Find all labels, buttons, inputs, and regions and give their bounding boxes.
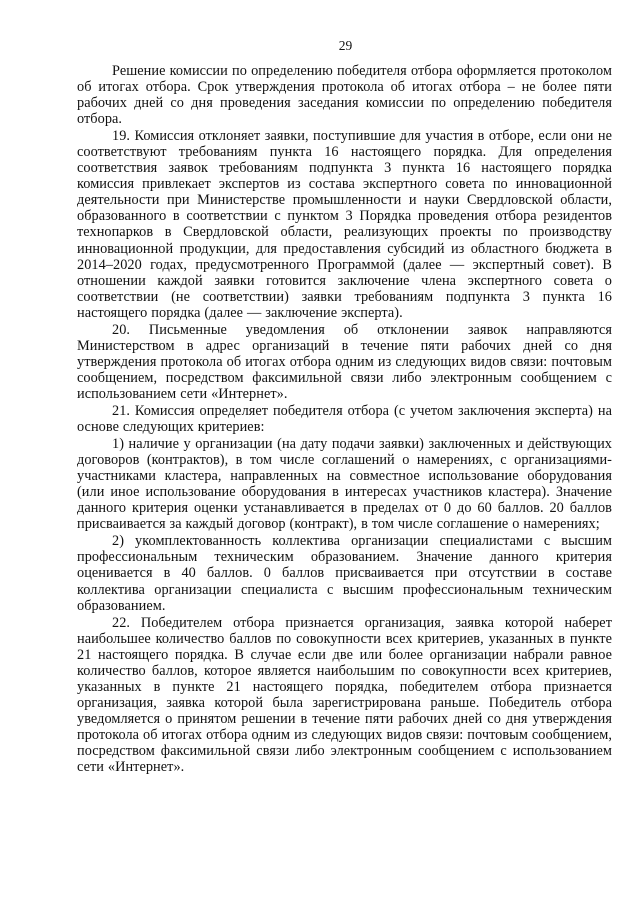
page-number: 29 (338, 38, 353, 53)
paragraph-22-winner: 22. Победителем отбора признается организация, заявка которой наберет наибольшее количество баллов по совокупности всех критериев, указанных в пункте 21 настоящего порядка. В случае если две или более организации набрали равное количество баллов, которое является наибольшим по совокупности всех критериев, указанных в пункте 21 настоящего порядка, победителем отбора признается организация, заявка которой была зарегистрирована раньше. Победитель отбора уведомляется о принятом решении в течение пяти рабочих дней со дня утверждения протокола об итогах отбора одним из следующих видов связи: почтовым сообщением, посредством факсимильной связи либо электронным сообщением с использованием сети «Интернет». (77, 614, 612, 776)
paragraph-21-criteria: 21. Комиссия определяет победителя отбора (с учетом заключения эксперта) на основе следующих критериев: (77, 402, 612, 436)
paragraph-19-rejection: 19. Комиссия отклоняет заявки, поступившие для участия в отборе, если они не соответствуют требованиям пункта 16 настоящего порядка. Для определения соответствия заявок требованиям подпункта 3 пункта 16 настоящего порядка комиссия привлекает экспертов из состава экспертного совета по инновационной деятельности при Министерстве промышленности и науки Свердловской области, образованного в соответствии с пунктом 3 Порядка проведения отбора резидентов технопарков в Свердловской области, реализующих проекты по производству инновационной продукции, для предоставления субсидий из областного бюджета в 2014–2020 годах, предусмотренного Программой (далее — экспертный совет). В отношении каждой заявки готовится заключение члена экспертного совета о соответствии (не соответствии) заявки требованиям подпункта 3 пункта 16 настоящего порядка (далее — заключение эксперта). (77, 128, 612, 321)
criterion-1-contracts: 1) наличие у организации (на дату подачи заявки) заключенных и действующих договоров (контрактов), в том числе соглашений о намерениях, с организациями-участниками кластера, направленных на совместное использование оборудования (или иное использование оборудования в интересах участников кластера). Значение данного критерия оценки устанавливается в пределах от 0 до 60 баллов. 20 баллов присваивается за каждый договор (контракт), в том числе соглашение о намерениях; (77, 436, 612, 533)
paragraph-20-notification: 20. Письменные уведомления об отклонении заявок направляются Министерством в адрес организаций в течение пяти рабочих дней со дня утверждения протокола об итогах отбора одним из следующих видов связи: почтовым сообщением, посредством факсимильной связи либо электронным сообщением с использованием сети «Интернет». (77, 321, 612, 402)
paragraph-protocol-decision: Решение комиссии по определению победителя отбора оформляется протоколом об итогах отбора. Срок утверждения протокола об итогах отбора – не более пяти рабочих дней со дня проведения заседания комиссии по определению победителя отбора. (77, 63, 612, 128)
criterion-2-staff: 2) укомплектованность коллектива организации специалистами с высшим профессиональным техническим образованием. Значение данного критерия оценивается в 40 баллов. 0 баллов присваивается при отсутствии в составе коллектива организации специалиста с высшим профессиональным техническим образованием. (77, 533, 612, 614)
